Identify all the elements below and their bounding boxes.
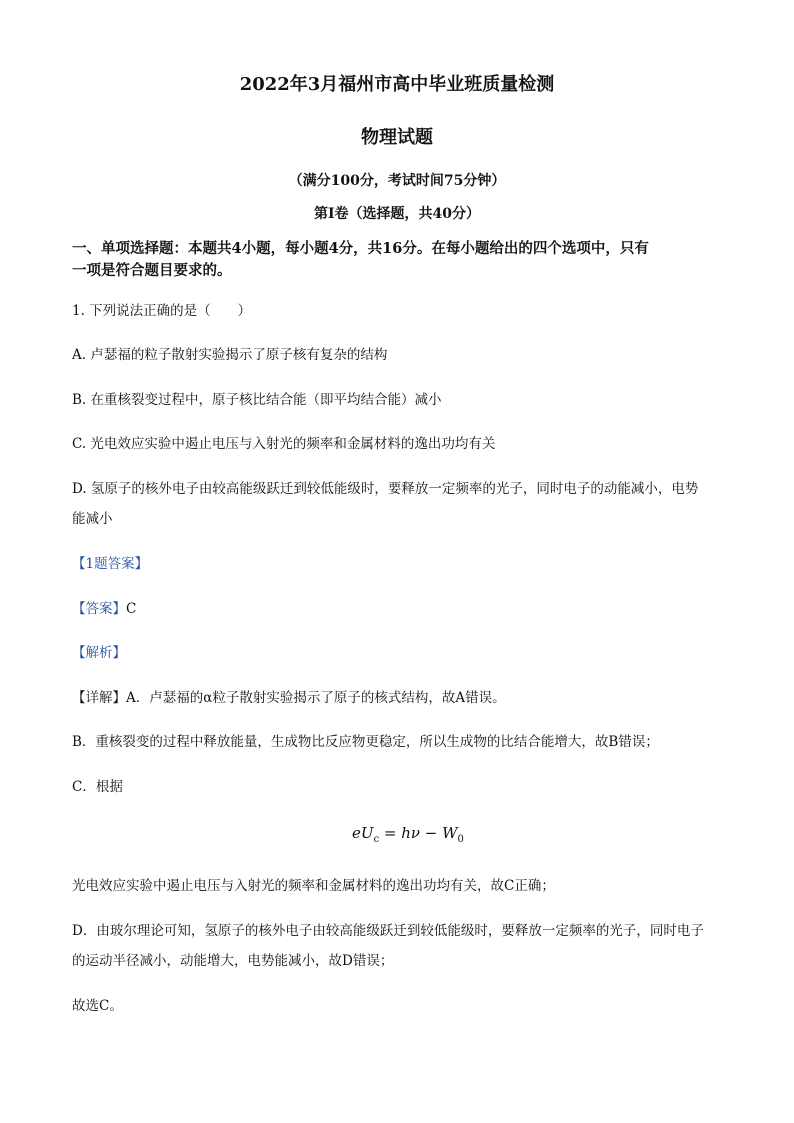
formula-rhs-subscript: 0 xyxy=(457,834,464,845)
answer-line xyxy=(72,600,136,618)
explanation-c: C．根据 xyxy=(72,779,123,795)
explanation-b: B．重核裂变的过程中释放能量，生成物比反应物更稳定，所以生成物的比结合能增大，故B错误； xyxy=(72,734,659,750)
option-d-line1: D. 氢原子的核外电子由较高能级跃迁到较低能级时，要释放一定频率的光子，同时电子的动能减小，电势 xyxy=(72,481,699,497)
formula-rhs: = hν − W xyxy=(379,824,458,842)
explanation-a xyxy=(72,689,506,707)
question-stem: 1. 下列说法正确的是（ ） xyxy=(72,303,252,319)
analysis-tag: 【解析】 xyxy=(72,645,126,661)
answer-value: C xyxy=(126,601,137,617)
exam-title: 2022年3月福州市高中毕业班质量检测 xyxy=(239,74,555,95)
detail-tag: 【详解】 xyxy=(72,690,126,706)
answer-tag: 【答案】 xyxy=(72,601,126,617)
subject-title: 物理试题 xyxy=(361,127,433,148)
section-heading-line2: 一项是符合题目要求的。 xyxy=(72,262,232,279)
explanation-d-line1: D．由玻尔理论可知，氢原子的核外电子由较高能级跃迁到较低能级时，要释放一定频率的光子，同时电子 xyxy=(72,923,704,939)
option-c: C. 光电效应实验中遏止电压与入射光的频率和金属材料的逸出功均有关 xyxy=(72,436,496,452)
explanation-c2: 光电效应实验中遏止电压与入射光的频率和金属材料的逸出功均有关，故C正确； xyxy=(72,878,555,894)
question-number-tag: 【1题答案】 xyxy=(72,556,149,572)
conclusion: 故选C。 xyxy=(72,998,123,1014)
score-info: （满分100分，考试时间75分钟） xyxy=(288,173,506,189)
explanation-a-text: A．卢瑟福的α粒子散射实验揭示了原子的核式结构，故A错误。 xyxy=(126,690,506,706)
photoelectric-formula xyxy=(352,824,464,849)
formula-lhs: eU xyxy=(352,824,374,842)
option-d-line2: 能减小 xyxy=(72,511,113,527)
formula-lhs-subscript: c xyxy=(373,834,380,845)
explanation-d-line2: 的运动半径减小，动能增大，电势能减小，故D错误； xyxy=(72,953,394,969)
section-heading-line1: 一、单项选择题：本题共4小题，每小题4分，共16分。在每小题给出的四个选项中，只有 xyxy=(72,240,649,257)
volume-heading: 第Ⅰ卷（选择题，共40分） xyxy=(313,206,481,222)
option-a: A. 卢瑟福的粒子散射实验揭示了原子核有复杂的结构 xyxy=(72,347,388,363)
option-b: B. 在重核裂变过程中，原子核比结合能（即平均结合能）减小 xyxy=(72,392,442,408)
